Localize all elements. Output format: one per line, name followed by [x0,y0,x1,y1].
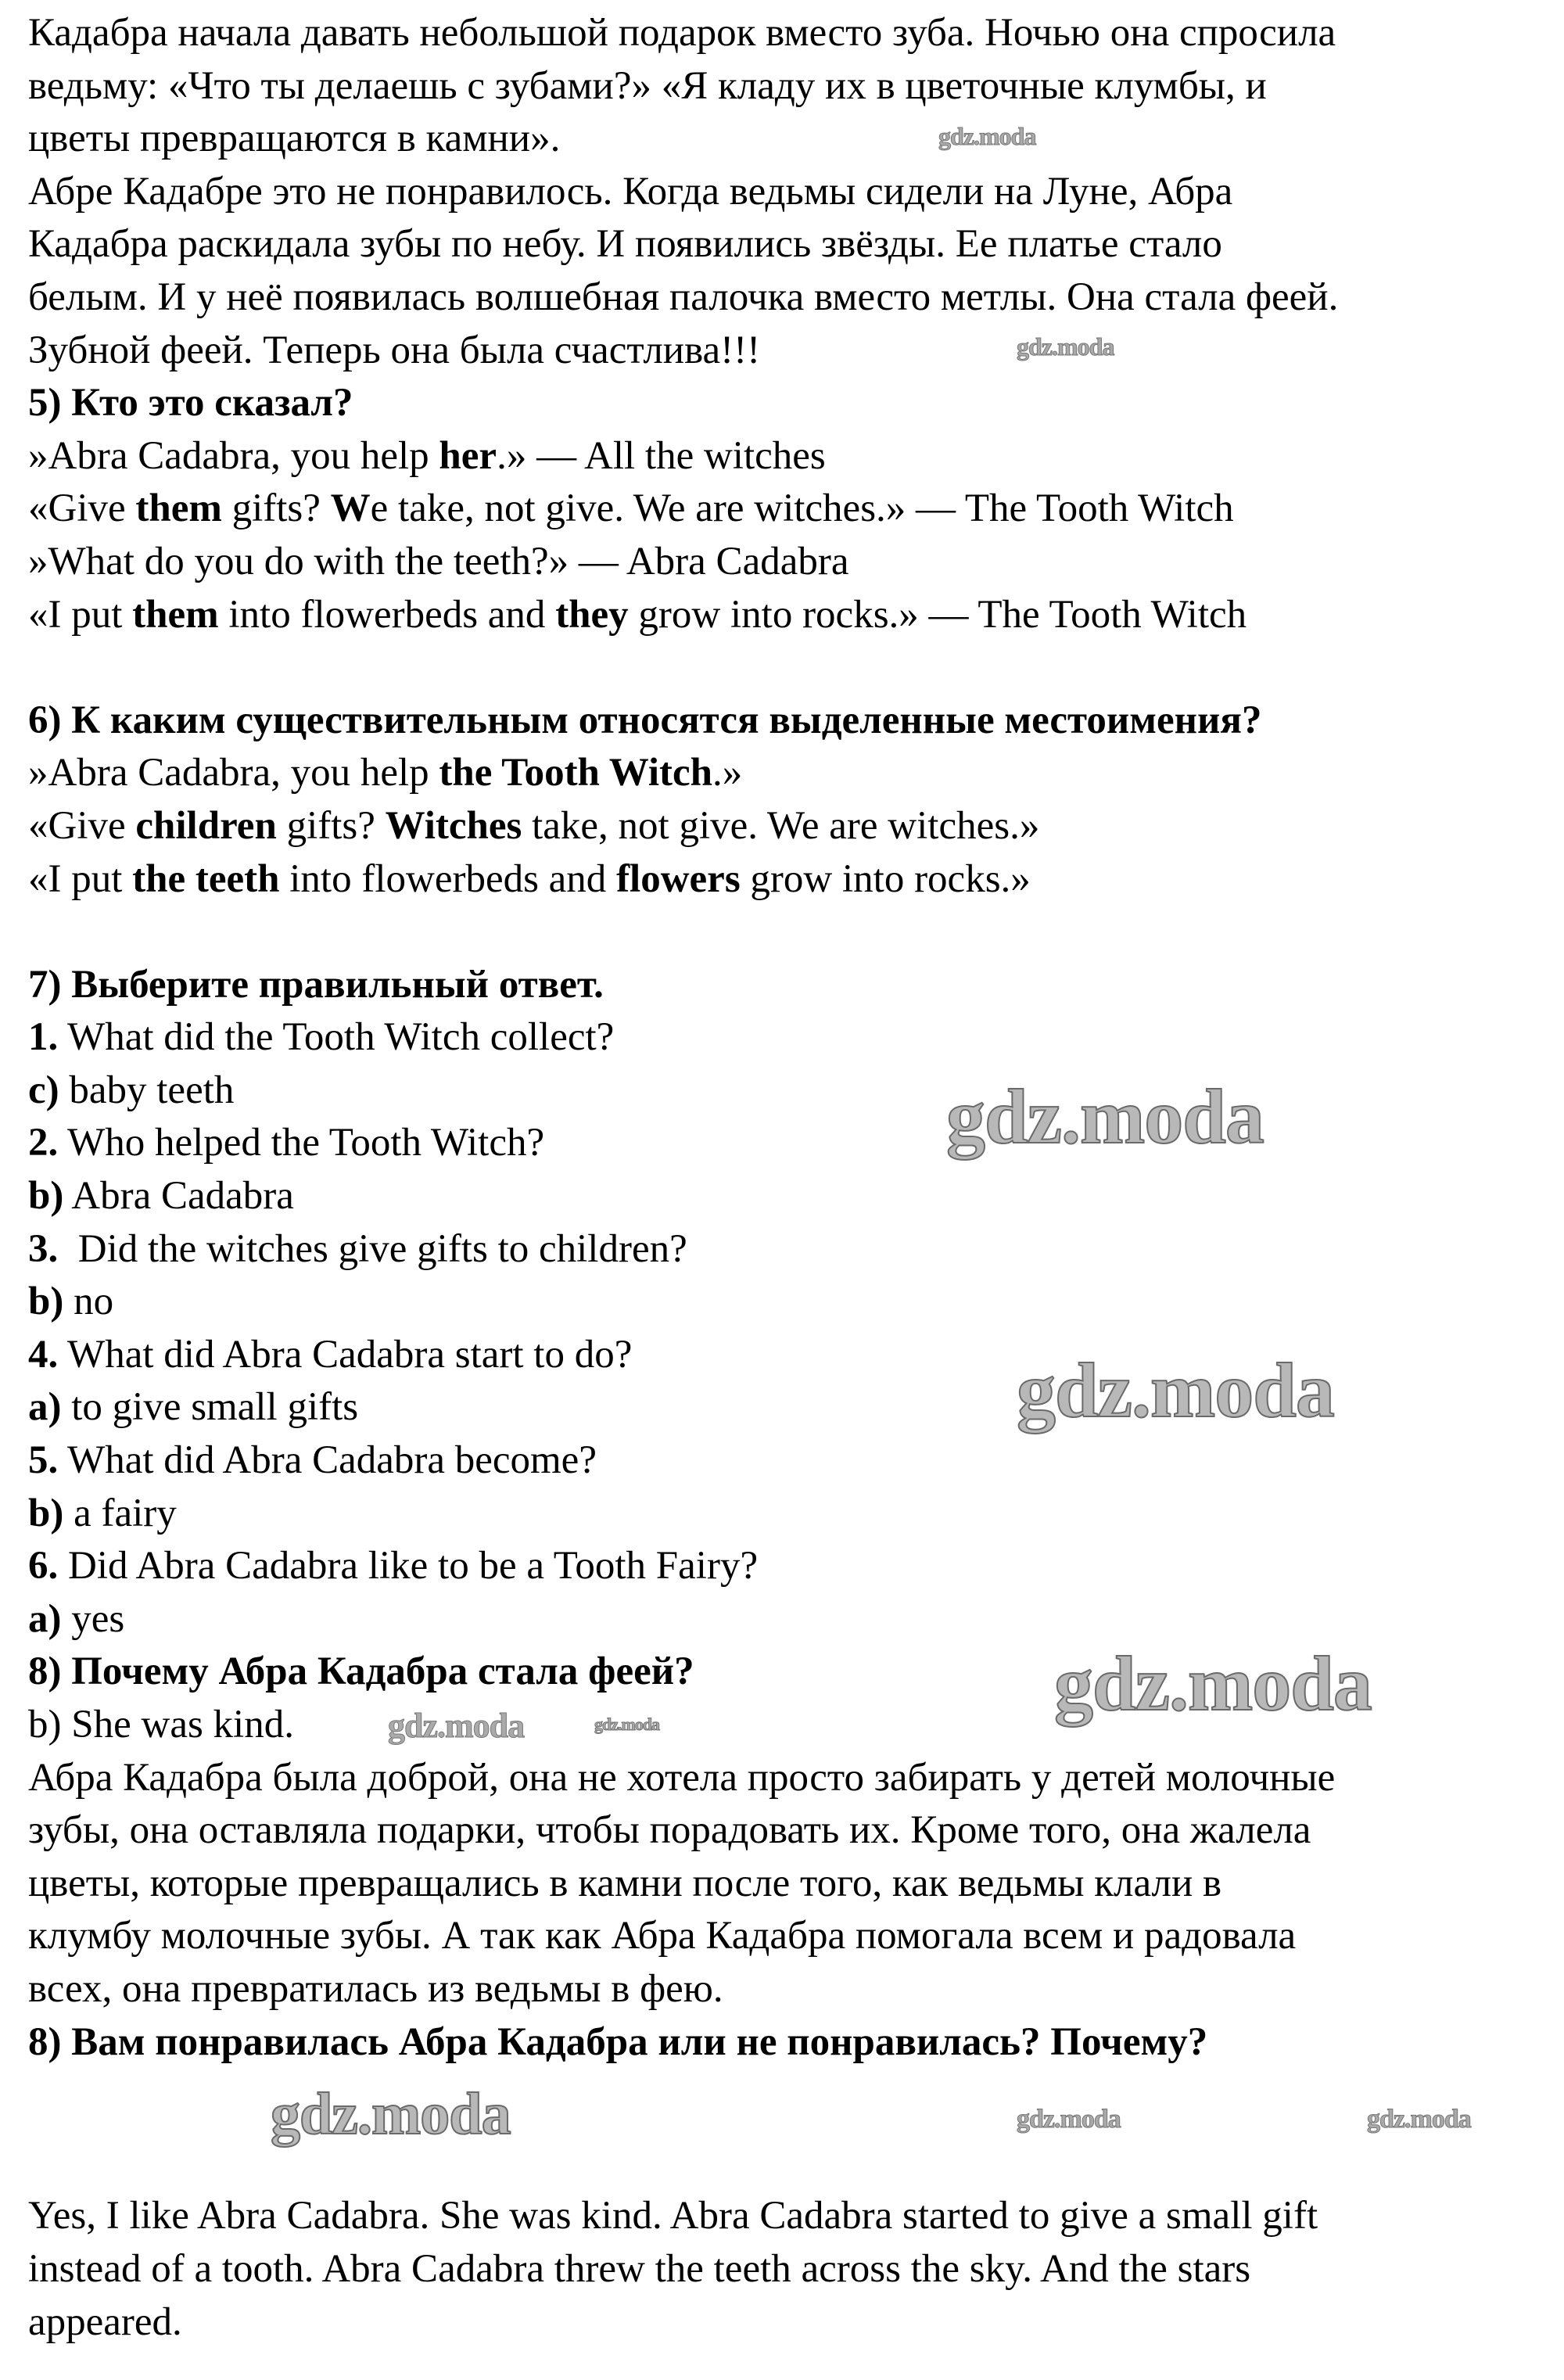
bold-text: W [330,486,371,531]
text: »Abra Cadabra, you help [28,433,439,478]
bold-text: 7) Выберите правильный ответ. [28,962,604,1007]
text: into flowerbeds and [279,856,617,901]
bold-text: 6. [28,1544,59,1588]
text: gifts? [276,803,386,848]
text: Абра Кадабра была доброй, она не хотела просто забирать у детей молочные [28,1755,1336,1800]
text: «Give [28,486,136,531]
text-line [28,2190,1553,2243]
text-line [28,60,1553,113]
bold-text: 5) Кто это сказал? [28,381,353,425]
watermark: gdz.moda [1017,332,1114,361]
text: appeared. [28,2299,182,2344]
bold-text: 2. [28,1121,59,1165]
text: grow into rocks.» — The Tooth Witch [628,592,1247,637]
text-line [28,536,1553,589]
watermark: gdz.moda [388,1707,525,1745]
text: .» [712,751,743,795]
text-line [28,1276,1553,1329]
text: Зубной феей. Теперь она была счастлива!!! [28,328,761,372]
watermark: gdz.moda [1367,2105,1471,2134]
bold-text: her [439,433,497,478]
text: Did Abra Cadabra like to be a Tooth Fairy? [58,1544,759,1588]
text-line [28,1752,1553,1805]
text-line [28,113,1553,166]
bold-text: 8) Вам понравилась Абра Кадабра или не понравилась? Почему? [28,2019,1208,2064]
text: зубы, она оставляла подарки, чтобы порадовать их. Кроме того, она жалела [28,1808,1311,1853]
text-line [28,959,1553,1012]
bold-text: Witches [385,803,522,848]
bold-text: them [132,592,219,637]
text: «I put [28,856,133,901]
document-body [28,7,1553,2349]
watermark: gdz.moda [1017,2105,1121,2134]
text: What did Abra Cadabra become? [58,1438,597,1483]
bold-text: the Tooth Witch [439,751,712,795]
text: Who helped the Tooth Witch? [58,1121,545,1165]
bold-text: 1. [28,1015,59,1060]
text: b) She was kind. [28,1703,294,1746]
text-line [28,1011,1553,1064]
bold-text: 6) К каким существительным относятся выделенные местоимения? [28,698,1262,742]
text: Yes, I like Abra Cadabra. She was kind. Abra Cadabra started to give a small gift [28,2194,1318,2238]
text-line [28,1488,1553,1541]
text-line [28,218,1553,271]
text: цветы превращаются в камни». [28,117,561,161]
text-line [28,1064,1553,1118]
text: Кадабра начала давать небольшой подарок вместо зуба. Ночью она спросила [28,11,1336,55]
text: yes [61,1596,125,1641]
bold-text: 4. [28,1332,59,1377]
bold-text: flowers [616,856,741,901]
text: to give small gifts [61,1385,359,1430]
bold-text: b) [28,1280,64,1324]
watermark: gdz.moda [938,122,1036,150]
blank-line [28,641,1553,695]
bold-text: b) [28,1491,64,1535]
text: instead of a tooth. Abra Cadabra threw the teeth across the sky. And the stars [28,2246,1251,2291]
bold-text: 8) Почему Абра Кадабра стала феей? [28,1649,694,1694]
watermark: gdz.moda [594,1714,660,1734]
text: baby teeth [59,1068,235,1112]
text-line [28,589,1553,642]
text: цветы, которые превращались в камни после того, как ведьмы клали в [28,1861,1222,1905]
text-line [28,1804,1553,1858]
text: ведьму: «Что ты делаешь с зубами?» «Я кладу их в цветочные клумбы, и [28,63,1267,108]
text: into flowerbeds and [218,592,556,637]
text: Абре Кадабре это не понравилось. Когда ведьмы сидели на Луне, Абра [28,169,1233,214]
text: клумбу молочные зубы. А так как Абра Кадабра помогала всем и радовала [28,1914,1297,1958]
text-line [28,325,1553,378]
watermark: gdz.moda [946,1073,1264,1160]
text: «I put [28,592,133,637]
bold-text: children [135,803,277,848]
bold-text: c) [28,1068,59,1112]
text: Did the witches give gifts to children? [58,1226,687,1271]
text-line [28,747,1553,800]
blank-line [28,2122,1553,2175]
text: a fairy [63,1491,177,1535]
text-line [28,1963,1553,2016]
text-line [28,271,1553,325]
text: no [63,1280,114,1324]
text: What did Abra Cadabra start to do? [58,1332,633,1377]
text-line [28,1910,1553,1963]
text-line [28,2296,1553,2349]
text: .» — All the witches [497,433,826,478]
text: e take, not give. We are witches.» — The Tooth Witch [370,486,1234,531]
text-line [28,1223,1553,1276]
text-line [28,1540,1553,1593]
text-line [28,377,1553,430]
text: всех, она превратилась из ведьмы в фею. [28,1966,723,2011]
watermark: gdz.moda [1054,1640,1372,1727]
text: Abra Cadabra [63,1174,294,1219]
blank-line [28,906,1553,959]
text-line [28,166,1553,219]
text-line [28,1117,1553,1170]
bold-text: b) [28,1174,64,1219]
text-line [28,2016,1553,2069]
text-line [28,7,1553,60]
bold-text: a) [28,1385,62,1430]
bold-text: the teeth [132,856,280,901]
watermark: gdz.moda [271,2081,511,2147]
text-line [28,1434,1553,1488]
text: grow into rocks.» [740,856,1031,901]
bold-text: 5. [28,1438,59,1483]
text-line [28,800,1553,853]
text-line [28,695,1553,748]
text: What did the Tooth Witch collect? [58,1015,615,1060]
bold-text: a) [28,1596,62,1641]
text: take, not give. We are witches.» [522,803,1040,848]
text: «Give [28,803,136,848]
text: Кадабра раскидала зубы по небу. И появились звёзды. Ее платье стало [28,222,1222,267]
text: »What do you do with the teeth?» — Abra Cadabra [28,539,849,583]
text-line [28,2243,1553,2296]
bold-text: 3. [28,1226,59,1271]
text-line [28,853,1553,906]
text: »Abra Cadabra, you help [28,751,439,795]
bold-text: they [555,592,629,637]
text: белым. И у неё появилась волшебная палочка вместо метлы. Она стала феей. [28,275,1339,319]
text-line [28,430,1553,483]
watermark: gdz.moda [1017,1347,1334,1434]
text-line [28,1170,1553,1223]
text: gifts? [221,486,331,531]
text-line [28,483,1553,536]
blank-line [28,2069,1553,2122]
bold-text: them [135,486,222,531]
text-line [28,1858,1553,1911]
